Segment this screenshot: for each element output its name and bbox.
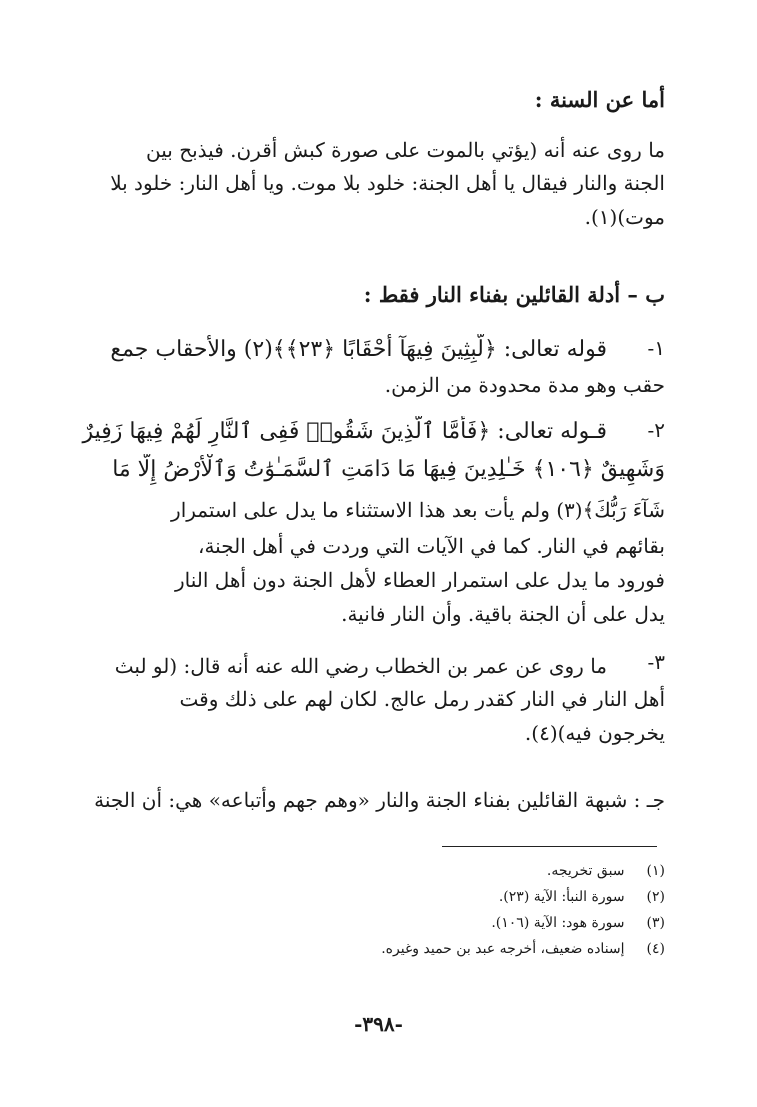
item-number: ١-: [647, 336, 665, 360]
footnote-divider: [442, 846, 657, 847]
paragraph-line: حقب وهو مدة محدودة من الزمن.: [384, 373, 665, 397]
footnote-text: إسناده ضعيف، أخرجه عبد بن حميد وغيره.: [381, 941, 625, 957]
paragraph-line: موت)(١).: [584, 205, 665, 229]
footnote-text: سورة هود: الآية (١٠٦).: [491, 915, 625, 931]
footnote: [105, 884, 665, 910]
paragraph-line: أهل النار في النار كقدر رمل عالج. لكان لهم على ذلك وقت: [179, 687, 665, 711]
section-b-heading: ب – أدلة القائلين بفناء النار فقط :: [363, 282, 665, 307]
paragraph-line: قوله تعالى: ﴿لَّبِثِينَ فِيهَآ أَحْقَابًا ﴿٢٣﴾﴾(٢) والأحقاب جمع: [110, 337, 607, 362]
footnote-number: (٤): [646, 941, 665, 957]
section-c-line: جـ : شبهة القائلين بفناء الجنة والنار «وهم جهم وأتباعه» هي: أن الجنة: [94, 788, 665, 812]
paragraph-line: يدل على أن الجنة باقية. وأن النار فانية.: [341, 602, 665, 626]
item-number: ٣-: [647, 650, 665, 674]
paragraph-line: قـوله تعالى: ﴿فَأَمَّا ٱلَّذِينَ شَقُوا۟ فَفِى ٱلنَّارِ لَهُمْ فِيهَا زَفِيرٌ: [82, 419, 607, 444]
footnote-text: سورة النبأ: الآية (٢٣).: [498, 889, 625, 905]
paragraph-line: يخرجون فيه)(٤).: [524, 721, 665, 745]
paragraph-line: ما روى عنه أنه (يؤتي بالموت على صورة كبش أقرن. فيذبح بين: [146, 138, 665, 162]
footnote-number: (٢): [646, 889, 665, 905]
sunnah-heading: أما عن السنة :: [534, 87, 665, 112]
paragraph-line: ما روى عن عمر بن الخطاب رضي الله عنه أنه قال: (لو لبث: [114, 654, 607, 678]
paragraph-line: فورود ما يدل على استمرار العطاء لأهل الجنة دون أهل النار: [174, 568, 665, 592]
footnote-number: (٣): [646, 915, 665, 931]
footnote: [105, 910, 665, 936]
footnote-text: سبق تخريجه.: [546, 863, 625, 879]
footnote: [105, 858, 665, 884]
paragraph-line: الجنة والنار فيقال يا أهل الجنة: خلود بلا موت. ويا أهل النار: خلود بلا: [110, 171, 665, 195]
paragraph-line: وَشَهِيقٌ ﴿١٠٦﴾ خَـٰلِدِينَ فِيهَا مَا دَامَتِ ٱلسَّمَـٰوَٰتُ وَٱلْأَرْضُ إِلَّا مَا: [112, 457, 665, 482]
page-number: -٣٩٨-: [354, 1012, 403, 1036]
paragraph-line: بقائهم في النار. كما في الآيات التي وردت في أهل الجنة،: [198, 534, 665, 558]
item-number: ٢-: [647, 418, 665, 442]
footnote: [105, 936, 665, 962]
footnote-number: (١): [646, 863, 665, 879]
paragraph-line: شَآءَ رَبُّكَ﴾(٣) ولم يأت بعد هذا الاستثناء ما يدل على استمرار: [171, 498, 665, 522]
